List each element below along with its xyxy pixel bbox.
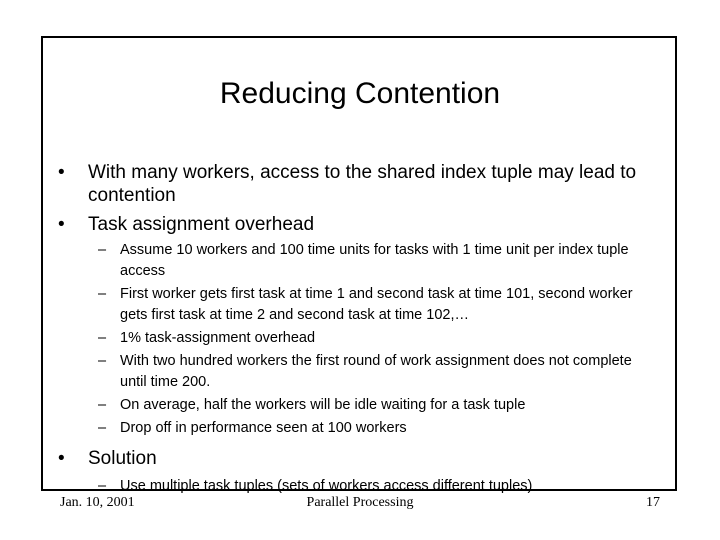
bullet-dot-icon: •	[58, 448, 65, 469]
sub-bullet-dash-icon: –	[98, 420, 107, 436]
sub-bullet-dash-icon: –	[98, 286, 107, 302]
bullet-text: With many workers, access to the shared index tuple may lead to contention	[88, 162, 637, 206]
sub-bullet-item	[98, 418, 660, 439]
sub-bullet-dash-icon: –	[98, 397, 107, 413]
slide-title: Reducing Contention	[219, 77, 501, 110]
sub-bullet-text: With two hundred workers the first round of work assignment does not complete until time 200.	[120, 353, 632, 390]
sub-bullet-text: On average, half the workers will be idle waiting for a task tuple	[120, 397, 526, 413]
sub-bullet-dash-icon: –	[98, 478, 107, 494]
footer-date: Jan. 10, 2001	[60, 495, 135, 510]
sub-bullet-item	[98, 328, 660, 349]
sub-bullet-item	[98, 284, 660, 326]
sub-bullet-item	[98, 395, 660, 416]
sub-bullet-text: Assume 10 workers and 100 time units for tasks with 1 time unit per index tuple access	[120, 242, 629, 279]
sub-bullet-text: Drop off in performance seen at 100 workers	[120, 420, 407, 436]
sub-bullet-text: Use multiple task tuples (sets of workers access different tuples)	[120, 478, 533, 494]
sub-bullet-dash-icon: –	[98, 353, 107, 369]
bullet-item	[58, 161, 668, 207]
bullet-list	[58, 161, 668, 497]
bullet-item	[58, 213, 668, 236]
footer-page-number: 17	[646, 495, 660, 510]
sub-bullet-item	[98, 240, 660, 282]
bullet-text: Solution	[88, 448, 157, 469]
bullet-dot-icon: •	[58, 162, 65, 183]
bullet-text: Task assignment overhead	[88, 214, 315, 235]
bullet-item	[58, 447, 668, 470]
sub-bullet-text: First worker gets first task at time 1 and second task at time 101, second worker gets first task at time 2 and second task at time 102,…	[120, 286, 633, 323]
sub-bullet-dash-icon: –	[98, 242, 107, 258]
sub-bullet-dash-icon: –	[98, 330, 107, 346]
sub-bullet-text: 1% task-assignment overhead	[120, 330, 316, 346]
footer-course: Parallel Processing	[306, 495, 414, 510]
sub-bullet-item	[98, 351, 660, 393]
bullet-dot-icon: •	[58, 214, 65, 235]
